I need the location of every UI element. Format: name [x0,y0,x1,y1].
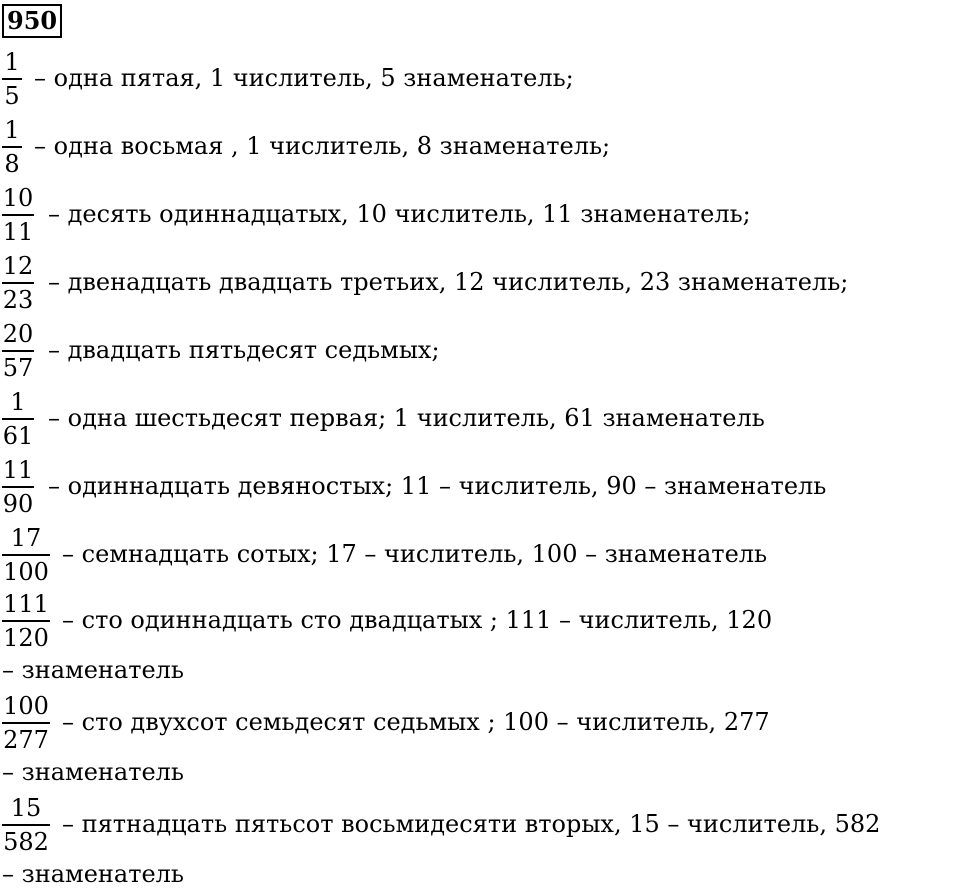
fraction-denominator: 277 [3,726,49,754]
fraction-bar [2,554,50,556]
fraction-bar [2,620,50,622]
fraction-denominator: 582 [3,828,49,856]
fraction-numerator: 20 [2,320,34,348]
fraction-description: – одна пятая, 1 числитель, 5 знаменатель; [34,64,574,92]
fraction-description: – сто одиннадцать сто двадцатых ; 111 – числитель, 120 [62,606,773,634]
fraction-denominator: 23 [2,286,34,314]
fraction-description: – одиннадцать девяностых; 11 – числитель, 90 – знаменатель [48,472,827,500]
fraction-denominator: 90 [2,490,34,518]
fraction-denominator: 11 [2,218,34,246]
fraction-denominator: 120 [3,624,49,652]
fraction-description: – пятнадцать пятьсот восьмидесяти вторых, 15 – числитель, 582 [62,810,881,838]
fraction [2,252,34,314]
fraction-numerator: 1 [4,116,20,144]
fraction-bar [2,214,34,216]
fraction-numerator: 17 [10,524,42,552]
fraction-description-continuation: – знаменатель [2,656,184,684]
fraction-description: – семнадцать сотых; 17 – числитель, 100 – знаменатель [62,540,768,568]
fraction-description: – одна восьмая , 1 числитель, 8 знаменатель; [34,132,611,160]
fraction-denominator: 61 [2,422,34,450]
fraction [2,320,34,382]
fraction-bar [2,78,22,80]
fraction-numerator: 10 [2,184,34,212]
fraction-numerator: 100 [3,692,49,720]
fraction-description: – одна шестьдесят первая; 1 числитель, 61 знаменатель [48,404,765,432]
fraction-bar [2,824,50,826]
fraction-denominator: 5 [4,82,20,110]
fraction-numerator: 11 [2,456,34,484]
fraction-denominator: 100 [3,558,49,586]
fraction [2,456,34,518]
fraction [2,524,50,586]
fraction-bar [2,722,50,724]
fraction-numerator: 15 [10,794,42,822]
fraction-denominator: 8 [4,150,20,178]
fraction-description: – двадцать пятьдесят седьмых; [48,336,440,364]
fraction [2,692,50,754]
fraction [2,184,34,246]
fraction [2,590,50,652]
fraction-description: – сто двухсот семьдесят седьмых ; 100 – числитель, 277 [62,708,770,736]
fraction-description: – десять одиннадцатых, 10 числитель, 11 знаменатель; [48,200,751,228]
fraction-numerator: 111 [3,590,49,618]
fraction-description-continuation: – знаменатель [2,860,184,888]
fraction [2,388,34,450]
fraction-numerator: 1 [4,48,20,76]
fraction [2,48,22,110]
fraction-bar [2,146,22,148]
fraction-bar [2,350,34,352]
fraction-numerator: 12 [2,252,34,280]
fraction-description: – двенадцать двадцать третьих, 12 числитель, 23 знаменатель; [48,268,849,296]
fraction-bar [2,486,34,488]
fraction-description-continuation: – знаменатель [2,758,184,786]
fraction-numerator: 1 [10,388,26,416]
fraction [2,116,22,178]
fraction [2,794,50,856]
fraction-bar [2,418,34,420]
exercise-number: 950 [2,4,62,38]
fraction-bar [2,282,34,284]
fraction-denominator: 57 [2,354,34,382]
